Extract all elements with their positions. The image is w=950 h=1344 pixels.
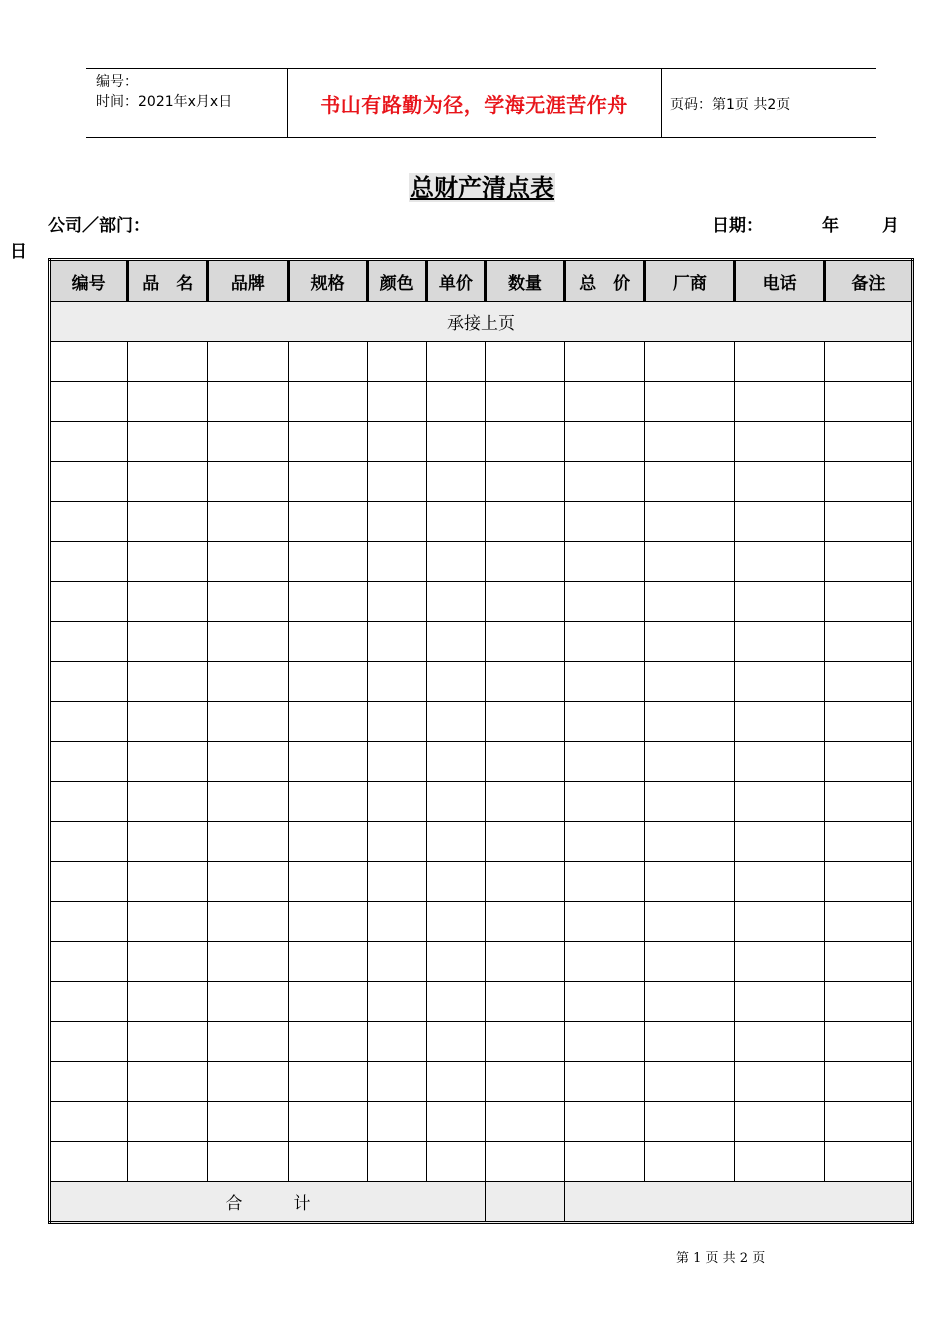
table-cell[interactable] [50,502,128,542]
table-cell[interactable] [50,422,128,462]
table-cell[interactable] [128,822,208,862]
column-header: 单价 [426,260,485,302]
table-cell[interactable] [367,822,426,862]
table-cell[interactable] [208,462,288,502]
table-cell[interactable] [208,742,288,782]
table-row [50,422,913,462]
table-cell[interactable] [735,1022,824,1062]
table-cell[interactable] [565,422,645,462]
table-cell[interactable] [565,902,645,942]
table-cell[interactable] [735,1062,824,1102]
header-motto: 书山有路勤为径，学海无涯苦作舟 [320,92,628,117]
table-cell[interactable] [426,742,485,782]
table-cell[interactable] [645,862,735,902]
table-cell[interactable] [824,942,912,982]
table-cell[interactable] [367,382,426,422]
table-cell[interactable] [367,662,426,702]
table-cell[interactable] [824,382,912,422]
table-cell[interactable] [565,542,645,582]
table-cell[interactable] [367,342,426,382]
table-cell[interactable] [288,582,367,622]
inventory-table [48,258,914,1224]
table-cell[interactable] [128,1102,208,1142]
table-cell[interactable] [565,862,645,902]
table-cell[interactable] [645,702,735,742]
table-cell[interactable] [485,822,564,862]
table-cell[interactable] [485,942,564,982]
table-row [50,1142,913,1182]
table-cell[interactable] [367,942,426,982]
table-cell[interactable] [735,662,824,702]
table-cell[interactable] [645,422,735,462]
table-cell[interactable] [208,422,288,462]
table-cell[interactable] [50,902,128,942]
table-cell[interactable] [824,822,912,862]
table-cell[interactable] [128,742,208,782]
table-cell[interactable] [735,1102,824,1142]
table-cell[interactable] [735,742,824,782]
table-cell[interactable] [565,942,645,982]
table-cell[interactable] [288,422,367,462]
table-cell[interactable] [50,662,128,702]
table-row [50,622,913,662]
table-cell[interactable] [426,582,485,622]
table-cell[interactable] [824,982,912,1022]
table-cell[interactable] [208,862,288,902]
table-cell[interactable] [485,1102,564,1142]
table-row [50,582,913,622]
table-cell[interactable] [735,382,824,422]
table-cell[interactable] [645,582,735,622]
table-row [50,662,913,702]
table-cell[interactable] [645,742,735,782]
table-cell[interactable] [645,622,735,662]
carry-over-cell: 承接上页 [50,302,913,342]
table-cell[interactable] [288,942,367,982]
table-cell[interactable] [824,462,912,502]
table-cell[interactable] [50,382,128,422]
table-cell[interactable] [208,342,288,382]
table-cell[interactable] [565,782,645,822]
table-cell[interactable] [367,702,426,742]
table-cell[interactable] [824,502,912,542]
table-row [50,382,913,422]
table-cell[interactable] [288,1142,367,1182]
table-cell[interactable] [426,342,485,382]
table-cell[interactable] [735,462,824,502]
table-cell[interactable] [485,742,564,782]
table-cell[interactable] [288,862,367,902]
table-cell[interactable] [367,1142,426,1182]
table-cell[interactable] [565,742,645,782]
table-cell[interactable] [485,662,564,702]
table-cell[interactable] [128,1062,208,1102]
year-label: 年 [822,216,839,236]
table-cell[interactable] [735,502,824,542]
table-cell[interactable] [645,462,735,502]
table-cell[interactable] [426,902,485,942]
table-cell[interactable] [735,942,824,982]
header-page-info: 页码：第1页 共2页 [670,97,791,113]
table-cell[interactable] [208,622,288,662]
table-cell[interactable] [128,382,208,422]
column-header: 厂商 [645,260,735,302]
table-cell[interactable] [645,542,735,582]
month-label: 月 [882,216,899,236]
table-cell[interactable] [485,982,564,1022]
table-cell[interactable] [485,542,564,582]
total-row [50,1182,913,1223]
column-header: 品 名 [128,260,208,302]
table-cell[interactable] [485,582,564,622]
table-cell[interactable] [208,502,288,542]
table-cell[interactable] [367,542,426,582]
carry-over-row [50,302,913,342]
table-cell[interactable] [426,622,485,662]
table-cell[interactable] [50,462,128,502]
company-label: 公司／部门： [48,216,150,236]
date-label: 日期： [712,216,763,236]
table-cell[interactable] [426,1062,485,1102]
table-cell[interactable] [735,582,824,622]
table-cell[interactable] [645,782,735,822]
table-cell[interactable] [288,742,367,782]
table-cell[interactable] [128,942,208,982]
table-cell[interactable] [128,702,208,742]
table-cell[interactable] [735,422,824,462]
table-cell[interactable] [645,902,735,942]
table-cell[interactable] [426,942,485,982]
table-cell[interactable] [565,982,645,1022]
table-cell[interactable] [50,342,128,382]
table-cell[interactable] [565,462,645,502]
table-cell[interactable] [824,622,912,662]
table-row [50,702,913,742]
table-cell[interactable] [485,862,564,902]
table-row [50,1102,913,1142]
table-row [50,902,913,942]
table-cell[interactable] [367,1022,426,1062]
table-cell[interactable] [50,1062,128,1102]
table-cell[interactable] [367,902,426,942]
table-cell[interactable] [288,462,367,502]
table-cell[interactable] [735,622,824,662]
table-cell[interactable] [208,1022,288,1062]
table-cell[interactable] [288,502,367,542]
table-cell[interactable] [128,782,208,822]
table-cell[interactable] [824,1062,912,1102]
table-row [50,942,913,982]
table-cell[interactable] [565,502,645,542]
table-cell[interactable] [50,542,128,582]
table-cell[interactable] [485,702,564,742]
table-cell[interactable] [426,1102,485,1142]
table-cell[interactable] [565,1062,645,1102]
page-title [0,168,950,203]
table-cell[interactable] [367,422,426,462]
table-cell[interactable] [824,1102,912,1142]
table-cell[interactable] [288,982,367,1022]
table-cell[interactable] [50,822,128,862]
table-cell[interactable] [128,862,208,902]
table-cell[interactable] [645,982,735,1022]
table-cell[interactable] [426,422,485,462]
table-cell[interactable] [208,942,288,982]
table-cell[interactable] [208,382,288,422]
header-divider [661,69,662,137]
table-row [50,502,913,542]
table-cell[interactable] [367,1102,426,1142]
table-cell[interactable] [735,862,824,902]
table-cell[interactable] [485,902,564,942]
total-label-cell: 合 计 [50,1182,486,1223]
table-cell[interactable] [645,342,735,382]
column-header: 电话 [735,260,824,302]
table-cell[interactable] [565,1102,645,1142]
column-header: 品牌 [208,260,288,302]
table-row [50,822,913,862]
table-cell[interactable] [824,1022,912,1062]
column-header: 规格 [288,260,367,302]
table-cell[interactable] [426,1022,485,1062]
table-cell[interactable] [367,1062,426,1102]
number-label: 编号： [96,74,138,90]
table-cell[interactable] [824,1142,912,1182]
table-cell[interactable] [824,742,912,782]
table-cell[interactable] [485,622,564,662]
table-cell[interactable] [824,662,912,702]
table-cell[interactable] [824,422,912,462]
table-cell[interactable] [128,462,208,502]
table-cell[interactable] [367,742,426,782]
table-cell[interactable] [645,382,735,422]
table-cell[interactable] [288,382,367,422]
table-cell[interactable] [288,662,367,702]
column-header: 颜色 [367,260,426,302]
table-cell[interactable] [645,1022,735,1062]
table-cell[interactable] [824,582,912,622]
table-cell[interactable] [288,822,367,862]
table-cell[interactable] [128,502,208,542]
table-cell[interactable] [426,862,485,902]
table-cell[interactable] [735,782,824,822]
table-cell[interactable] [128,662,208,702]
table-row [50,1022,913,1062]
table-cell[interactable] [735,702,824,742]
total-amount-cell[interactable] [565,1182,913,1223]
table-cell[interactable] [288,542,367,582]
table-cell[interactable] [485,422,564,462]
table-cell[interactable] [50,1102,128,1142]
table-cell[interactable] [824,702,912,742]
table-cell[interactable] [367,582,426,622]
table-cell[interactable] [288,702,367,742]
table-cell[interactable] [288,902,367,942]
table-cell[interactable] [735,902,824,942]
table-cell[interactable] [565,1142,645,1182]
table-cell[interactable] [824,542,912,582]
table-cell[interactable] [565,702,645,742]
table-cell[interactable] [50,1022,128,1062]
table-cell[interactable] [824,862,912,902]
table-cell[interactable] [208,982,288,1022]
table-cell[interactable] [426,782,485,822]
table-cell[interactable] [645,1062,735,1102]
column-header: 备注 [824,260,912,302]
table-cell[interactable] [426,542,485,582]
table-cell[interactable] [645,1142,735,1182]
table-cell[interactable] [50,742,128,782]
table-cell[interactable] [426,1142,485,1182]
table-cell[interactable] [645,1102,735,1142]
table-cell[interactable] [128,422,208,462]
table-cell[interactable] [565,382,645,422]
table-cell[interactable] [367,502,426,542]
table-cell[interactable] [426,982,485,1022]
table-cell[interactable] [128,982,208,1022]
table-cell[interactable] [50,702,128,742]
table-row [50,462,913,502]
table-cell[interactable] [50,622,128,662]
table-cell[interactable] [645,942,735,982]
table-cell[interactable] [565,622,645,662]
table-cell[interactable] [128,542,208,582]
table-header-row [50,260,913,302]
table-row [50,542,913,582]
table-cell[interactable] [426,502,485,542]
table-cell[interactable] [50,942,128,982]
table-cell[interactable] [288,622,367,662]
table-cell[interactable] [50,782,128,822]
table-cell[interactable] [824,342,912,382]
table-cell[interactable] [485,462,564,502]
column-header: 编号 [50,260,128,302]
table-cell[interactable] [208,782,288,822]
table-cell[interactable] [288,782,367,822]
table-cell[interactable] [288,1102,367,1142]
table-cell[interactable] [565,342,645,382]
table-cell[interactable] [288,1022,367,1062]
table-cell[interactable] [485,782,564,822]
table-cell[interactable] [208,582,288,622]
table-cell[interactable] [645,822,735,862]
table-cell[interactable] [485,1142,564,1182]
table-cell[interactable] [367,622,426,662]
table-cell[interactable] [824,782,912,822]
table-cell[interactable] [485,1062,564,1102]
page-header [86,68,876,138]
title-text: 总财产清点表 [410,173,554,202]
table-cell[interactable] [824,902,912,942]
table-cell[interactable] [426,702,485,742]
table-cell[interactable] [208,1062,288,1102]
time-label: 时间：2021年x月x日 [96,94,233,110]
table-cell[interactable] [735,342,824,382]
table-cell[interactable] [735,1142,824,1182]
table-cell[interactable] [367,982,426,1022]
table-cell[interactable] [208,662,288,702]
table-row [50,1062,913,1102]
table-cell[interactable] [485,342,564,382]
table-cell[interactable] [128,902,208,942]
table-cell[interactable] [50,862,128,902]
table-cell[interactable] [565,1022,645,1062]
table-cell[interactable] [50,982,128,1022]
table-cell[interactable] [208,1142,288,1182]
total-quantity-cell[interactable] [485,1182,564,1223]
table-cell[interactable] [735,542,824,582]
table-cell[interactable] [128,342,208,382]
table-cell[interactable] [367,462,426,502]
table-cell[interactable] [426,662,485,702]
table-cell[interactable] [645,502,735,542]
table-cell[interactable] [565,822,645,862]
table-cell[interactable] [128,582,208,622]
table-cell[interactable] [208,542,288,582]
header-left [96,72,232,112]
table-row [50,742,913,782]
table-cell[interactable] [128,1142,208,1182]
table-cell[interactable] [50,1142,128,1182]
table-row [50,782,913,822]
column-header: 总 价 [565,260,645,302]
table-cell[interactable] [485,502,564,542]
table-cell[interactable] [367,782,426,822]
column-header: 数量 [485,260,564,302]
table-cell[interactable] [208,1102,288,1142]
page-footer: 第 1 页 共 2 页 [676,1251,766,1266]
table-cell[interactable] [426,462,485,502]
table-cell[interactable] [565,582,645,622]
table-row [50,342,913,382]
table-cell[interactable] [426,382,485,422]
table-cell[interactable] [50,582,128,622]
table-cell[interactable] [367,862,426,902]
table-cell[interactable] [128,1022,208,1062]
table-cell[interactable] [565,662,645,702]
table-cell[interactable] [485,382,564,422]
table-cell[interactable] [208,822,288,862]
table-cell[interactable] [645,662,735,702]
table-cell[interactable] [735,982,824,1022]
table-cell[interactable] [128,622,208,662]
table-cell[interactable] [288,1062,367,1102]
table-cell[interactable] [426,822,485,862]
table-cell[interactable] [485,1022,564,1062]
table-cell[interactable] [735,822,824,862]
table-cell[interactable] [208,902,288,942]
day-label: 日 [10,242,27,262]
table-cell[interactable] [208,702,288,742]
table-row [50,982,913,1022]
table-row [50,862,913,902]
table-cell[interactable] [288,342,367,382]
